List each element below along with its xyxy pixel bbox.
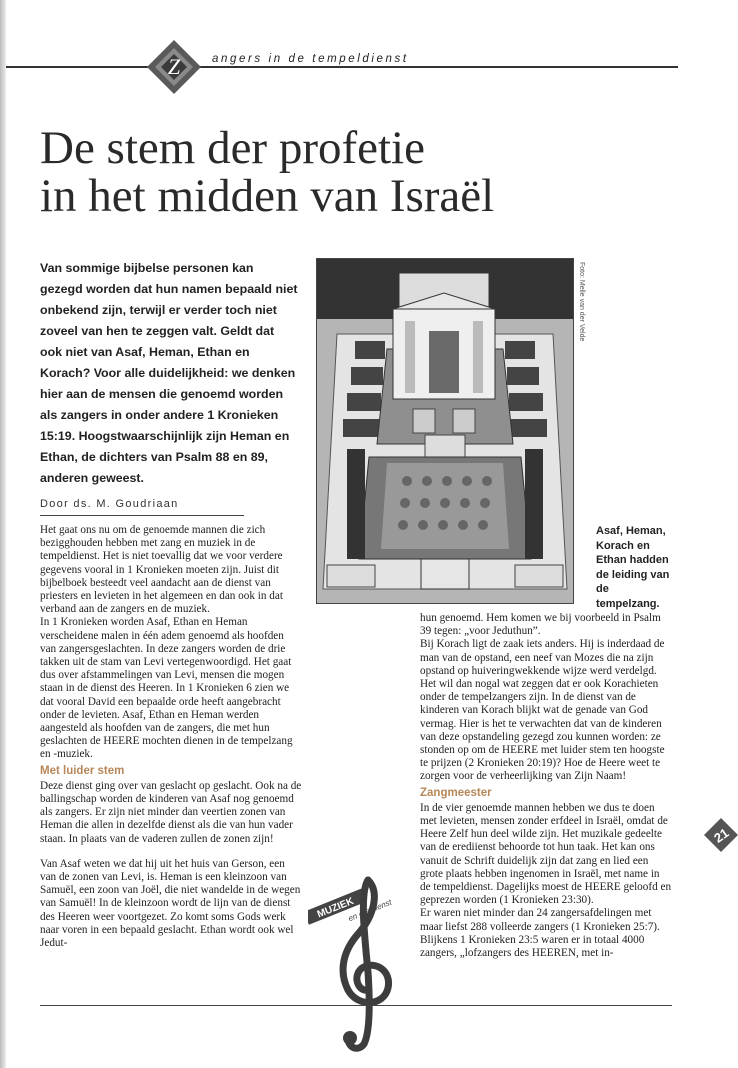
temple-model-illustration xyxy=(317,259,573,603)
body-paragraph: In 1 Kronieken worden Asaf, Ethan en Heman verscheidene malen in één adem genoemd als hoofden van zangersgeslachten. In deze zangers worden de drie takken uit de stam van Levi vertegenwoordigd. Het gaat dus over afstammelingen van Levi, mensen die mogen staan in de dienst des Heeren. In 1 Kronieken 6 zien we dat vooral David een bepaalde orde heeft aangebracht onder de levieten. Asaf, Ethan en Heman werden aangesteld als hoofden van de zangers, die met hun geslachten de HEERE mochten dienen in de tempelzang en -muziek. xyxy=(40,616,293,761)
photo-credit: Foto: Melle van der Velde xyxy=(578,262,585,342)
section-logo xyxy=(145,38,203,96)
text-column-1 xyxy=(40,524,302,950)
photo-caption: Asaf, Heman, Korach en Ethan hadden de leiding van de tempelzang. xyxy=(596,525,670,610)
text-column-2 xyxy=(420,612,672,960)
logo-letter: Z xyxy=(167,54,181,79)
page-number: 21 xyxy=(711,825,732,846)
muziek-sublabel: en erediienst xyxy=(347,897,393,924)
body-paragraph: Het gaat ons nu om de genoemde mannen die zich bezigghouden hebben met zang en muziek in de tempeldienst. Het is niet toevallig dat we voor verdere gegevens vooral in 1 Kronieken moeten zijn. Juist dit bijbelboek besteedt veel aandacht aan de dienst van priesters en levieten in het algemeen en dan ook in dat verband aan de zangers en de muziek. xyxy=(40,524,283,616)
body-paragraph: Er waren niet minder dan 24 zangersafdelingen met maar liefst 288 volleerde zangers (1 Kronieken 25:7). Blijkens 1 Kronieken 23:5 waren er in totaal 4000 zangers, „lofzangers des HEEREN, met in- xyxy=(420,907,660,960)
muziek-label: MUZIEK xyxy=(315,895,356,921)
header-rule xyxy=(6,66,678,68)
footer-rule xyxy=(40,1005,672,1006)
clef-dot xyxy=(343,1031,357,1045)
article-headline xyxy=(40,124,600,220)
byline: Door ds. M. Goudriaan xyxy=(40,498,179,510)
body-paragraph: hun genoemd. Hem komen we bij voorbeeld in Psalm 39 tegen: „voor Jeduthun”. xyxy=(420,612,661,638)
body-paragraph: Bij Korach ligt de zaak iets anders. Hij is inderdaad de man van de opstand, een neef van Mozes die na zijn opstand op huiveringwekkende wijze werd verdelgd. Het wil dan nogal wat zeggen dat er ook Korachieten onder de tempelzangers zijn. In de dienst van de kinderen van Korach blijkt wat de genade van God vermag. Hier is het te verwachten dat van de kinderen van deze opstandeling gezegd zou kunnen worden: ze stonden op om de HEERE met luider stem ten hoogste te prijzen (2 Kronieken 20:19)? Hoe de Heere weet te zorgen voor de verheerlijking van Zijn Naam! xyxy=(420,638,665,783)
scan-edge xyxy=(0,0,6,1068)
muziek-logo xyxy=(308,872,416,1056)
body-paragraph: Deze dienst ging over van geslacht op geslacht. Ook na de ballingschap worden de kinderen van Asaf nog genoemd als zangers. Er zijn niet minder dan veertien zonen van Heman die allen in dezelfde dienst als die van hun vader staan. In plaats van de vaderen zullen de zonen zijn! xyxy=(40,779,302,845)
body-paragraph: Van Asaf weten we dat hij uit het huis van Gerson, een van de zonen van Levi, is. Heman is een kleinzoon van Samuël, een zoon van Joël, die niet wandelde in de wegen van Samuël! In de kleinzoon wordt de lijn van de dienst des Heeren weer voortgezet. Zo komt soms Gods werk naar voren in een bepaald geslacht. Ethan wordt ook wel Jedut- xyxy=(40,857,301,950)
subheading-zangmeester: Zangmeester xyxy=(420,786,492,799)
headline-line-1: De stem der profetie xyxy=(40,122,425,174)
section-label: angers in de tempeldienst xyxy=(212,53,409,65)
page-number-badge xyxy=(704,818,738,852)
byline-rule xyxy=(40,515,244,516)
body-paragraph: In de vier genoemde mannen hebben we dus te doen met levieten, mensen zonder erfdeel in Israël, omdat de Heere Zelf hun deel wilde zijn. Het muzikale gedeelte van de erediienst behoorde tot hun taak. Het kan ons vanuit de Schrift duidelijk zijn dat zang en lied een grote plaats hebben ingenomen in Israël, met name in de tempeldienst. Dagelijks moest de HEERE geloofd en geprezen worden (1 Kronieken 23:30). xyxy=(420,801,672,907)
subheading-met-luider-stem: Met luider stem xyxy=(40,764,125,777)
temple-model-photo xyxy=(316,258,574,604)
headline-line-2: in het midden van Israël xyxy=(40,170,495,222)
intro-paragraph: Van sommige bijbelse personen kan gezegd worden dat hun namen bepaald niet onbekend zijn, terwijl er verder toch niet zoveel van hen te zeggen valt. Geldt dat ook niet van Asaf, Heman, Ethan en Korach? Voor alle duidelijkheid: we denken hier aan de mensen die genoemd worden als zangers in onder andere 1 Kronieken 15:19. Hoogstwaarschijnlijk zijn Heman en Ethan, de dichters van Psalm 88 en 89, anderen geweest. xyxy=(40,261,298,485)
